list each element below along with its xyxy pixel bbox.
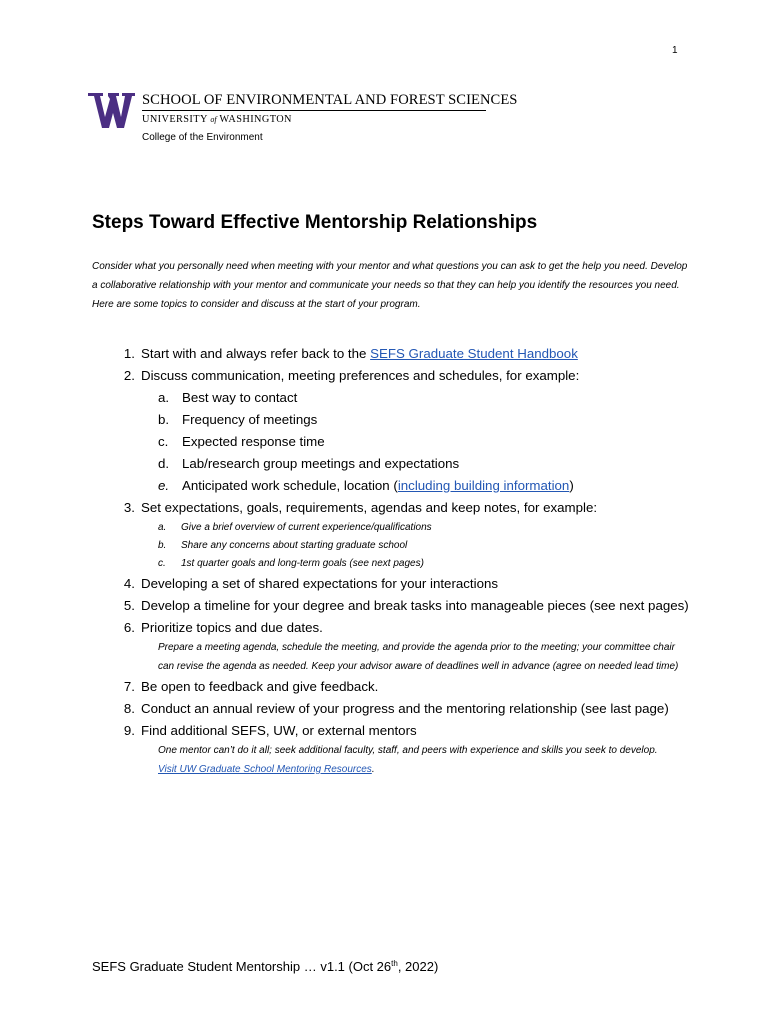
- item-note: One mentor can’t do it all; seek additional faculty, staff, and peers with experience and skills you seek to develop.: [158, 745, 658, 756]
- item-note: Visit UW Graduate School Mentoring Resources.: [158, 763, 375, 775]
- sub-item: d. Lab/research group meetings and expectations: [158, 456, 460, 471]
- sub-item: b. Share any concerns about starting graduate school: [158, 540, 408, 551]
- school-name: SCHOOL OF ENVIRONMENTAL AND FOREST SCIENCES: [142, 92, 518, 108]
- sub-item: a. Give a brief overview of current experience/qualifications: [158, 522, 432, 533]
- mentoring-resources-link[interactable]: Visit UW Graduate School Mentoring Resources: [158, 763, 372, 775]
- list-item: 6. Prioritize topics and due dates.: [123, 620, 323, 635]
- page-number: 1: [672, 45, 678, 56]
- list-item: 3. Set expectations, goals, requirements, agendas and keep notes, for example:: [123, 500, 598, 515]
- handbook-link[interactable]: SEFS Graduate Student Handbook: [370, 346, 578, 361]
- college-name: College of the Environment: [142, 132, 263, 143]
- uw-w-logo-icon: [88, 93, 136, 129]
- intro-paragraph: Consider what you personally need when meeting with your mentor and what questions you can ask to get the help you need. Develop a collaborative relationship with your mentor and communicate your needs so that they can help you identify the resources you need. Here are some topics to consider and discuss at the start of your program.: [92, 261, 688, 310]
- sub-item: b. Frequency of meetings: [158, 412, 318, 427]
- university-name: UNIVERSITY of WASHINGTON: [142, 114, 292, 125]
- item-note: Prepare a meeting agenda, schedule the meeting, and provide the agenda prior to the meeting; your committee chair can revise the agenda as needed. Keep your advisor aware of deadlines well in advance (agree on needed lead time): [158, 642, 679, 672]
- letterhead: [88, 93, 517, 143]
- list-item: 9. Find additional SEFS, UW, or external mentors: [123, 723, 417, 738]
- page-title: Steps Toward Effective Mentorship Relationships: [92, 212, 538, 233]
- list-item: 7. Be open to feedback and give feedback.: [123, 679, 379, 694]
- list-item: 1. Start with and always refer back to the SEFS Graduate Student Handbook: [123, 346, 578, 361]
- list-item: 5. Develop a timeline for your degree and break tasks into manageable pieces (see next pages): [123, 598, 689, 613]
- sub-item: e. Anticipated work schedule, location (including building information): [158, 478, 574, 493]
- sub-item: a. Best way to contact: [158, 390, 298, 405]
- header-rule: [142, 110, 486, 111]
- list-item: 4. Developing a set of shared expectations for your interactions: [123, 576, 499, 591]
- sub-item: c. Expected response time: [158, 434, 325, 449]
- sub-item: c. 1st quarter goals and long-term goals (see next pages): [158, 558, 424, 569]
- page-footer: SEFS Graduate Student Mentorship … v1.1 (Oct 26th, 2022): [92, 959, 439, 974]
- steps-list: [92, 343, 692, 779]
- list-item: 2. Discuss communication, meeting preferences and schedules, for example:: [123, 368, 580, 383]
- building-info-link[interactable]: including building information: [397, 478, 570, 493]
- list-item: 8. Conduct an annual review of your progress and the mentoring relationship (see last page): [123, 701, 669, 716]
